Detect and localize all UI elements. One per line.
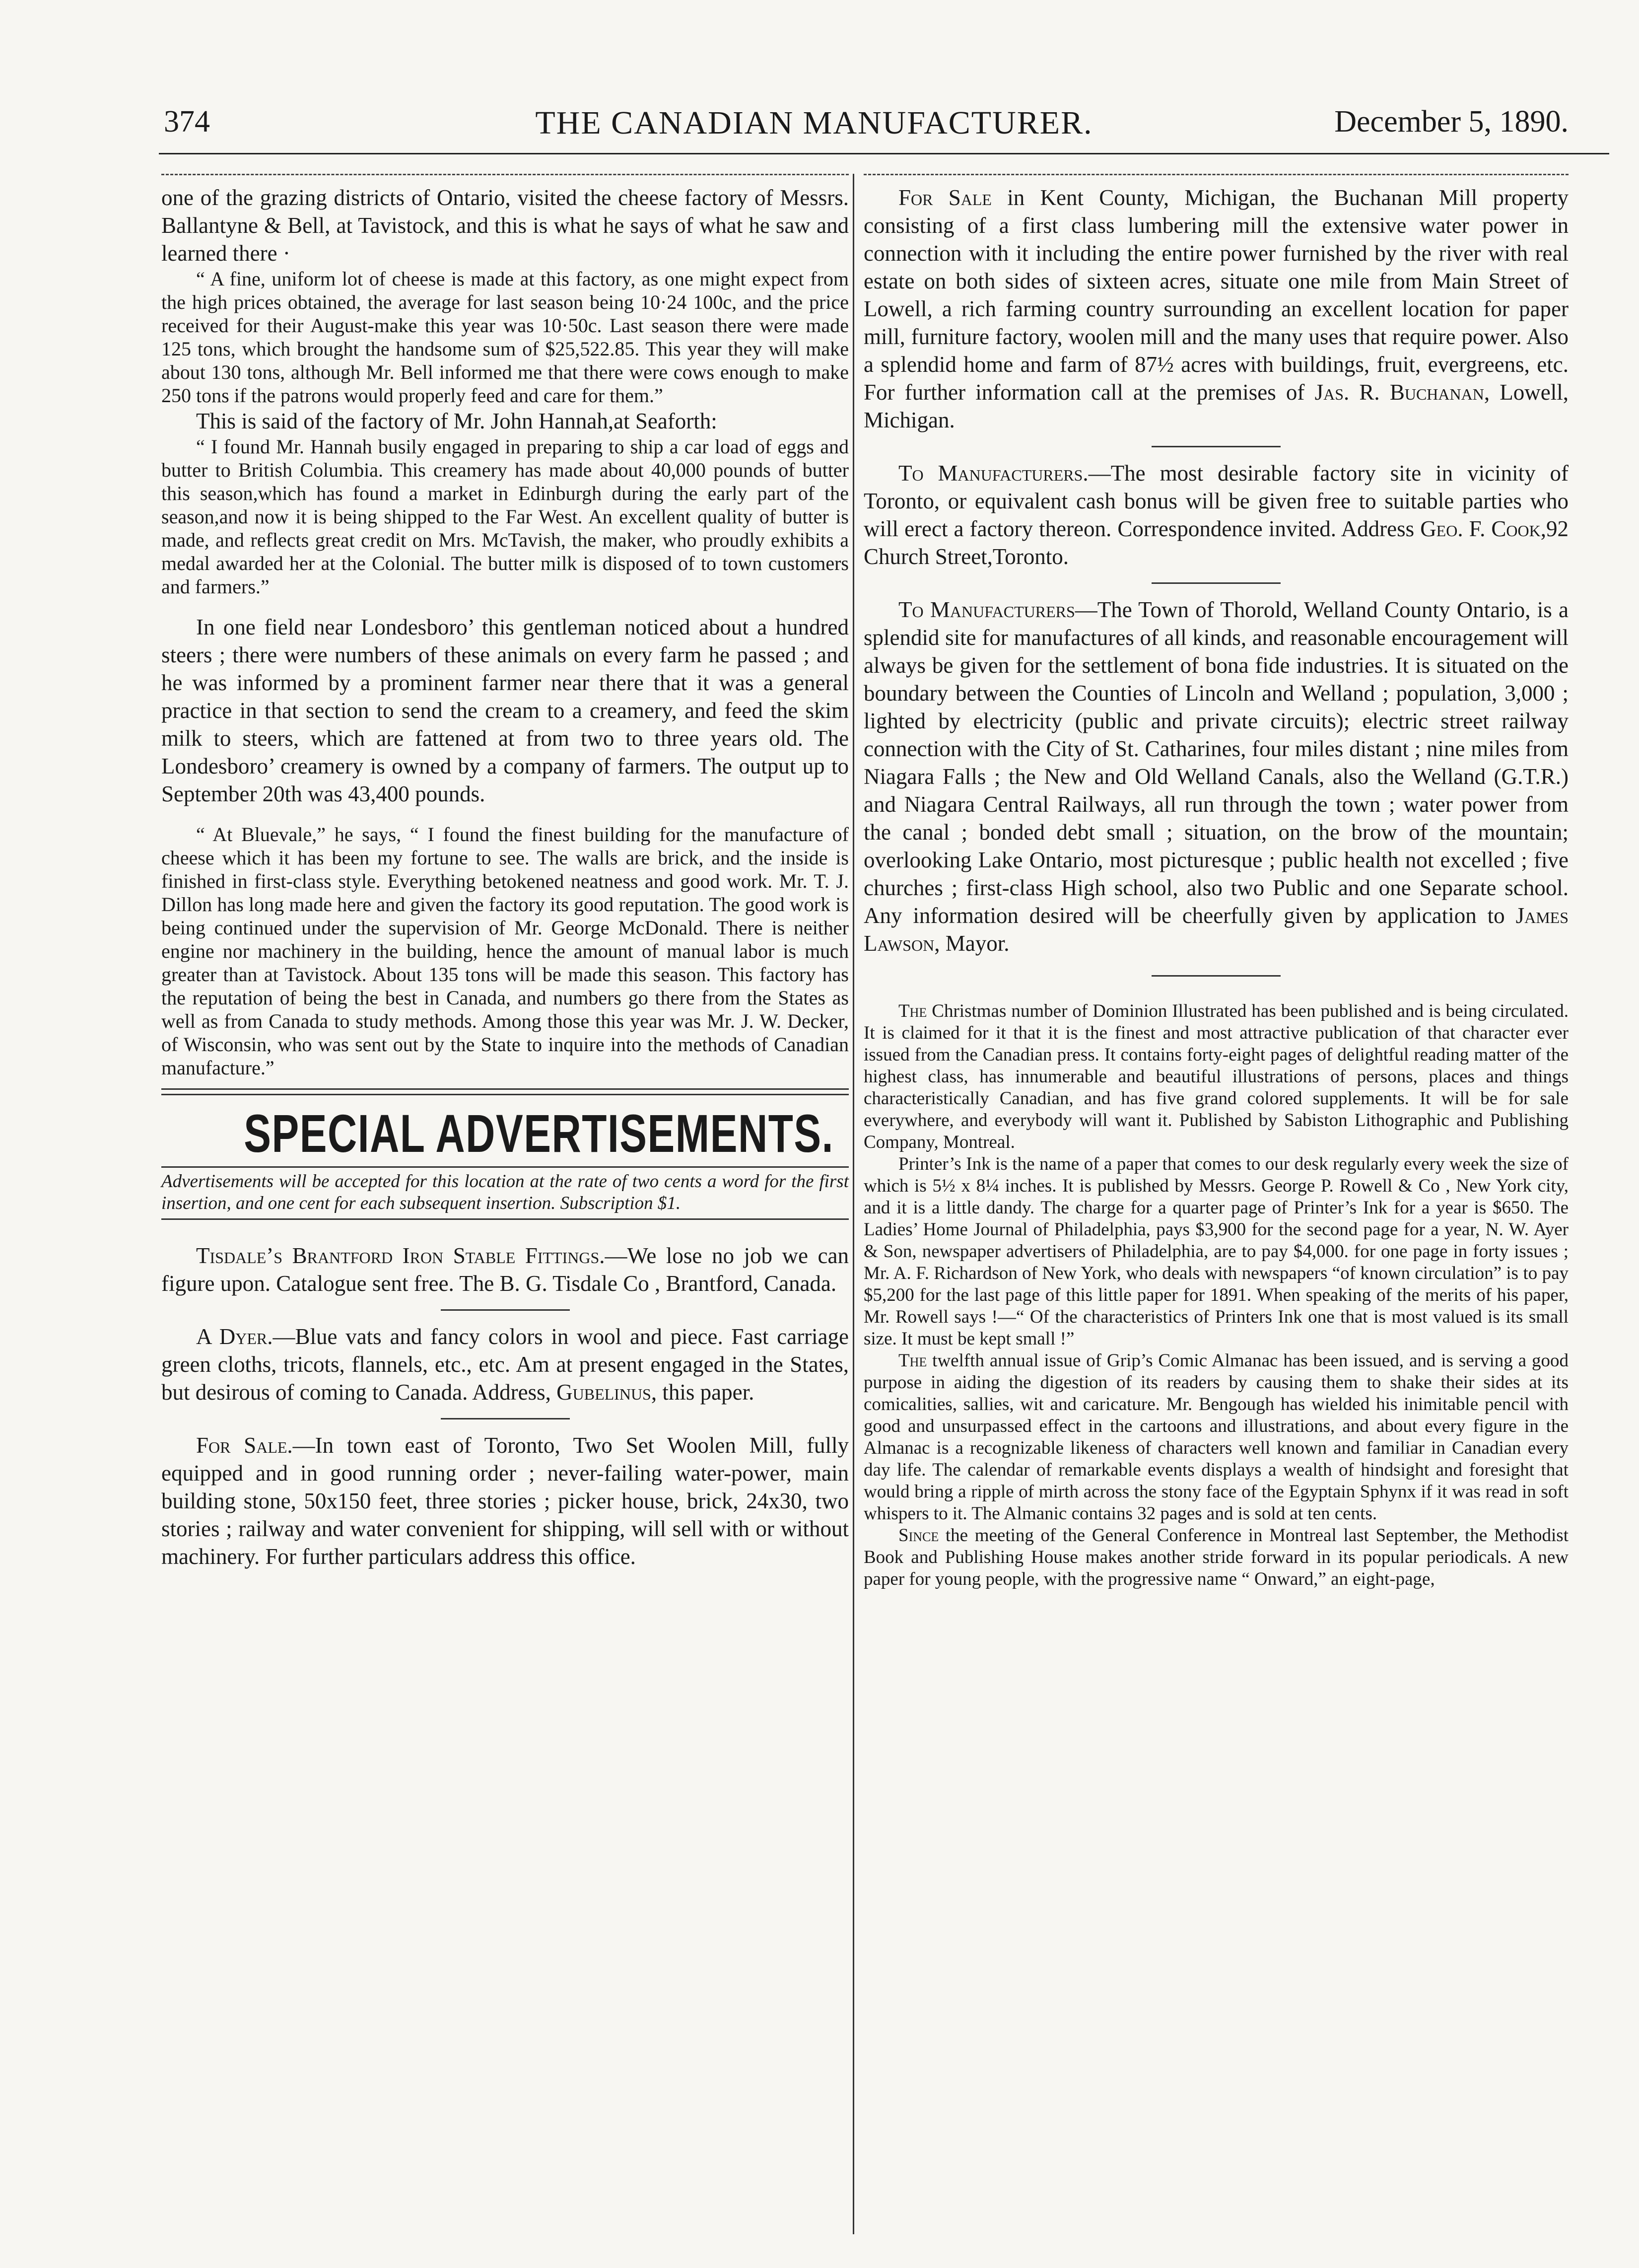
ads-rate-note: Advertisements will be accepted for this location at the rate of two cents a word for the first insertion, and one cent for each subsequent insertion. Subscription $1.	[161, 1171, 849, 1213]
left-column	[161, 184, 849, 1570]
article-quote: “ I found Mr. Hannah busily engaged in preparing to ship a car load of eggs and butter to British Columbia. This creamery has made about 40,000 pounds of butter this season,which has found a market in Edinburgh during the early part of the season,and now it is being shipped to the Far West. An excellent quality of butter is made, and reflects great credit on Mrs. McTavish, the maker, who proudly exhibits a medal awarded her at the Colonial. The butter milk is disposed of to town customers and farmers.”	[161, 435, 849, 598]
advertisement: A Dyer.—Blue vats and fancy colors in wool and piece. Fast carriage green cloths, tricots, flannels, etc., etc. Am at present engaged in the States, but desirous of coming to Canada. Address, Gubelinus, this paper.	[161, 1324, 849, 1405]
right-column	[864, 184, 1569, 1590]
issue-date: December 5, 1890.	[1334, 105, 1569, 139]
news-note: Printer’s Ink is the name of a paper that comes to our desk regularly every week the size of which is 5½ x 8¼ inches. It is published by Messrs. George P. Rowell & Co , New York city, and it is a little dandy. The charge for a quarter page of Printer’s Ink for a year is $650. The Ladies’ Home Journal of Philadelphia, pays $3,900 for the second page for a year, N. W. Ayer & Son, newspaper advertisers of Philadelphia, are to pay $4,000. for one page in forty issues ; Mr. A. F. Richardson of New York, who deals with newspapers “of known circulation” is to pay $5,200 for the last page of this little paper for 1891. When speaking of the merits of his paper, Mr. Rowell says !—“ Of the characteristics of Printers Ink one that is most valued is its small size. It must be kept small !”	[864, 1154, 1569, 1349]
section-rule	[161, 1218, 849, 1220]
advertisement: To Manufacturers—The Town of Thorold, Welland County Ontario, is a splendid site for manufactures of all kinds, and reasonable encouragement will always be given for the settlement of bona fide industries. It is situated on the boundary between the Counties of Lincoln and Welland ; population, 3,000 ; lighted by electricity (public and private circuits); electric street railway connection with the City of St. Catharines, four miles distant ; nine miles from Niagara Falls ; the New and Old Welland Canals, also the Welland (G.T.R.) and Niagara Central Railways, all run through the town ; water power from the canal ; bonded debt small ; situation, on the brow of the mountain; overlooking Lake Ontario, most picturesque ; public health not excelled ; five churches ; first-class High school, also two Public and one Separate school. Any information desired will be cheerfully given by application to James Lawson, Mayor.	[864, 597, 1569, 956]
section-rule	[161, 1088, 849, 1095]
special-ads-heading: SPECIAL ADVERTISEMENTS.	[244, 1103, 834, 1163]
advertisement: For Sale in Kent County, Michigan, the Buchanan Mill property consisting of a first class lumbering mill the extensive water power in connection with it including the entire power furnished by the river with real estate on both sides of sixteen acres, situate one mile from Main Street of Lowell, a rich farming country surrounding an excellent location for paper mill, furniture factory, woolen mill and the many uses that require power. Also a splendid home and farm of 87½ acres with buildings, fruit, evergreens, etc. For further information call at the premises of Jas. R. Buchanan, Lowell, Michigan.	[864, 185, 1569, 432]
article-paragraph: In one field near Londesboro’ this gentleman noticed about a hundred steers ; there were numbers of these animals on every farm he passed ; and he was informed by a prominent farmer near there that it was a general practice in that section to send the cream to a creamery, and feed the skim milk to steers, which are fattened at from two to three years old. The Londesboro’ creamery is owned by a company of farmers. The output up to September 20th was 43,400 pounds.	[161, 615, 849, 806]
ad-divider	[441, 1418, 570, 1419]
article-paragraph: one of the grazing districts of Ontario, visited the cheese factory of Messrs. Ballantyne & Bell, at Tavistock, and this is what he says of what he saw and learned there ·	[161, 185, 849, 266]
article-paragraph: This is said of the factory of Mr. John Hannah,at Seaforth:	[196, 409, 717, 433]
journal-title: THE CANADIAN MANUFACTURER.	[535, 105, 1093, 141]
section-rule	[161, 1166, 849, 1168]
header-rule	[159, 153, 1609, 154]
page-header	[30, 104, 1598, 164]
ad-divider	[1152, 582, 1281, 584]
advertisement: For Sale.—In town east of Toronto, Two Set Woolen Mill, fully equipped and in good running order ; never-failing water-power, main building stone, 50x150 feet, three stories ; picker house, brick, 24x30, two stories ; railway and water convenient for shipping, will sell with or without machinery. For further particulars address this office.	[161, 1433, 849, 1569]
news-note: The Christmas number of Dominion Illustrated has been published and is being circulated. It is claimed for it that it is the finest and most attractive publication of that character ever issued from the Canadian press. It contains forty-eight pages of delightful reading matter of the highest class, has innumerable and beautiful illustrations of persons, places and things characteristically Canadian, and has five grand colored supplements. It will be for sale everywhere, and everybody will want it. Published by Sabiston Lithographic and Publishing Company, Montreal.	[864, 1001, 1569, 1152]
right-top-dashed-rule	[864, 174, 1569, 175]
advertisement: To Manufacturers.—The most desirable factory site in vicinity of Toronto, or equivalent cash bonus will be given free to suitable parties who will erect a factory thereon. Correspondence invited. Address Geo. F. Cook,92 Church Street,Toronto.	[864, 461, 1569, 569]
ad-divider	[1152, 446, 1281, 447]
article-quote: “ A fine, uniform lot of cheese is made at this factory, as one might expect from the high prices obtained, the average for last season being 10·24 100c, and the price received for their August-make this year was 10·50c. Last season there were made 125 tons, which brought the handsome sum of $25,522.85. This year they will make about 130 tons, although Mr. Bell informed me that there were cows enough to make 250 tons if the patrons would properly feed and care for them.”	[161, 268, 849, 407]
left-top-dashed-rule	[161, 174, 849, 175]
ad-divider	[441, 1309, 570, 1311]
news-note: The twelfth annual issue of Grip’s Comic Almanac has been issued, and is serving a good purpose in aiding the digestion of its readers by causing them to shake their sides at its comicalities, sallies, wit and caricature. Mr. Bengough has wielded his inimitable pencil with good and unsurpassed effect in the cartoons and illustrations, and about every figure in the Almanac is a recognizable likeness of characters well known and familiar in Canadian every day life. The calendar of remarkable events displays a wealth of hindsight and foresight that would bring a ripple of mirth across the stony face of the Egyptain Sphynx if it was read in soft whispers to it. The Almanic contains 32 pages and is sold at ten cents.	[864, 1350, 1569, 1524]
article-quote: “ At Bluevale,” he says, “ I found the finest building for the manufacture of cheese which it has been my fortune to see. The walls are brick, and the inside is finished in first-class style. Everything betokened neatness and good work. Mr. T. J. Dillon has long made here and given the factory its good reputation. The good work is being continued under the supervision of Mr. George McDonald. There is neither engine nor machinery in the building, hence the amount of manual labor is much greater than at Tavistock. About 135 tons will be made this season. This factory has the reputation of being the best in Canada, and numbers go there from the States as well as from Canada to study methods. Among those this year was Mr. J. W. Decker, of Wisconsin, who was sent out by the State to inquire into the methods of Canadian manufacture.”	[161, 823, 849, 1079]
page-number: 374	[164, 105, 210, 139]
column-divider	[853, 174, 854, 2234]
advertisement: Tisdale’s Brantford Iron Stable Fittings.—We lose no job we can figure upon. Catalogue sent free. The B. G. Tisdale Co , Brantford, Canada.	[161, 1243, 849, 1296]
news-note: Since the meeting of the General Conference in Montreal last September, the Methodist Book and Publishing House makes another stride forward in its popular periodicals. A new paper for young people, with the progressive name “ Onward,” an eight-page,	[864, 1525, 1569, 1589]
section-divider	[1152, 975, 1281, 977]
